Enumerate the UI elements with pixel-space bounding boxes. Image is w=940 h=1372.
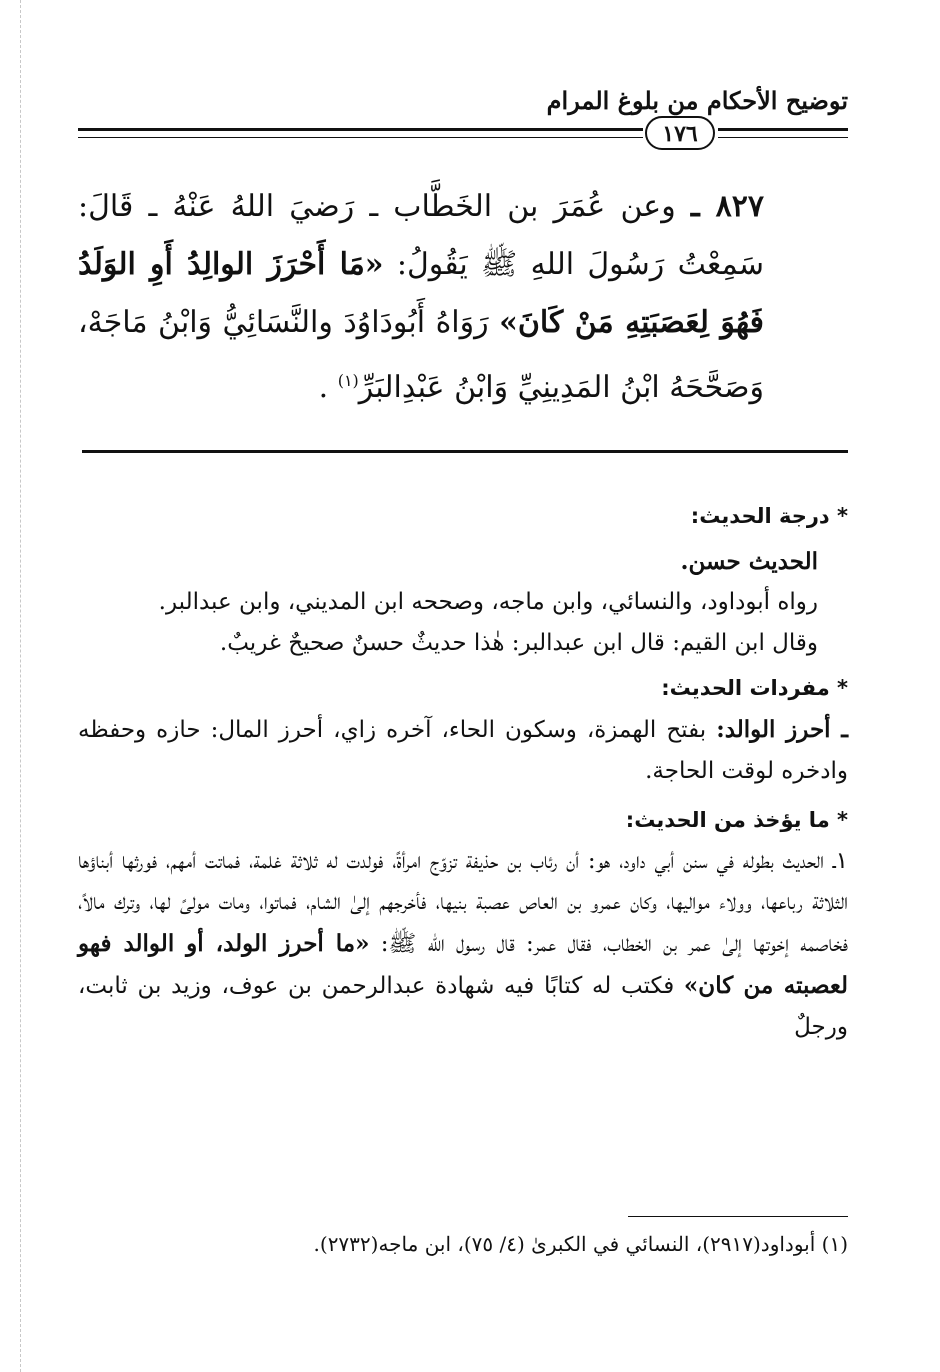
lesson-1-quote: «ما أحرز الولد، أو الوالد فهو لعصبته من كان» bbox=[78, 930, 849, 999]
header-rule-right bbox=[718, 128, 848, 138]
hadith-intro: وعن عُمَرَ بن الخَطَّاب ـ رَضيَ اللهُ عَنْهُ ـ قَالَ: سَمِعْتُ رَسُولَ اللهِ ﷺ يَقُولُ: bbox=[78, 189, 764, 282]
vocab-entry bbox=[78, 709, 848, 792]
hadith-text bbox=[78, 178, 764, 417]
hadith-number: ٨٢٧ ـ bbox=[690, 189, 765, 224]
hadith-source: رَوَاهُ أَبُودَاوُدَ والنَّسَائِيُّ وَابْنُ مَاجَهْ، وَصَحَّحَهُ ابْنُ المَدِينِيِّ وَابْنُ عَبْدِالبَرِّ bbox=[78, 305, 764, 405]
page-number: ١٧٦ bbox=[645, 116, 715, 150]
lesson-1-tail: فكتب له كتابًا فيه شهادة عبدالرحمن بن عوف، وزيد بن ثابت، ورجلٌ bbox=[78, 973, 848, 1040]
book-title: توضيح الأحكام من بلوغ المرام bbox=[546, 86, 848, 115]
scan-edge-line bbox=[20, 0, 21, 1372]
grade-heading: * درجة الحديث: bbox=[690, 504, 848, 528]
footnote: (١) أبوداود(٢٩١٧)، النسائي في الكبرىٰ (٤/ ٧٥)، ابن ماجه(٢٧٣٢). bbox=[313, 1232, 848, 1256]
lessons-heading: * ما يؤخذ من الحديث: bbox=[625, 808, 848, 832]
ibn-qayyim-text: وقال ابن القيم: قال ابن عبدالبر: هٰذا حديثٌ حسنٌ صحيحٌ غريبٌ. bbox=[219, 630, 818, 656]
page-header bbox=[78, 86, 848, 166]
narrators-text: رواه أبوداود، والنسائي، وابن ماجه، وصححه ابن المديني، وابن عبدالبر. bbox=[158, 589, 818, 615]
lesson-1 bbox=[78, 841, 848, 1048]
section-divider bbox=[82, 450, 848, 453]
header-rule-left bbox=[78, 128, 643, 138]
vocab-term: ـ أحرز الوالد: bbox=[716, 716, 849, 743]
hadith-end: . bbox=[318, 370, 329, 405]
footnote-rule bbox=[628, 1216, 848, 1217]
commentary bbox=[78, 496, 848, 1048]
footnote-ref: (١) bbox=[337, 371, 359, 390]
hadith-quote: «مَا أَحْرَزَ الوالِدُ أَوِ الوَلَدُ فَهُوَ لِعَصَبَتِهِ مَنْ كَانَ» bbox=[78, 247, 764, 340]
lesson-1-text: ١ـ الحديث بطوله في سنن أبي داود، هو: أن رئاب بن حذيفة تزوّج امرأةً، فولدت له ثلاثة غلمة، فماتت أمهم، فورثها أبناؤها الثلاثة رباعها، وولاء مواليها، وكان عمرو بن العاص عصبة بنيها، فأخرجهم إلىٰ الشام، فماتوا، ومات مولىً لها، وترك مالاً، فخاصمه إخوتها إلىٰ عمر بن الخطاب، فقال عمر: قال رسول الله ﷺ: bbox=[78, 848, 848, 957]
grade-text: الحديث حسن. bbox=[680, 548, 818, 575]
vocab-definition: بفتح الهمزة، وسكون الحاء، آخره زاي، أحرز المال: حازه وحفظه وادخره لوقت الحاجة. bbox=[78, 717, 848, 784]
vocab-heading: * مفردات الحديث: bbox=[661, 676, 848, 700]
